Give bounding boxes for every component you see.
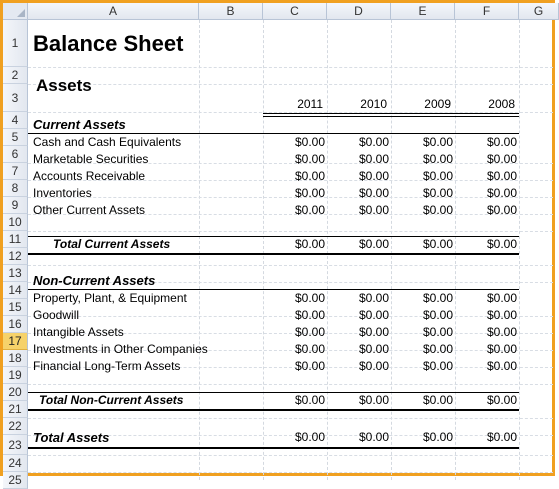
row-header-3[interactable]: 3 (3, 84, 28, 112)
cell-value: $0.00 (422, 135, 453, 149)
row-header-11[interactable]: 11 (3, 231, 28, 248)
row-header-20[interactable]: 20 (3, 384, 28, 401)
cell-value: $0.00 (486, 359, 517, 373)
row-header-13[interactable]: 13 (3, 265, 28, 282)
select-all-triangle-icon (17, 9, 25, 17)
grid-line (28, 265, 553, 266)
total-bottomline (28, 253, 519, 255)
cell-value: $0.00 (294, 342, 325, 356)
cell-value: $0.00 (422, 325, 453, 339)
cell-value: $0.00 (486, 430, 517, 444)
grid-line (199, 20, 200, 480)
noncurrent-assets-heading: Non-Current Assets (33, 273, 156, 288)
cell-value: $0.00 (486, 393, 517, 407)
cell-value: $0.00 (358, 308, 389, 322)
cell-value: $0.00 (294, 186, 325, 200)
cell-value: $0.00 (294, 430, 325, 444)
grid-line (28, 84, 553, 85)
row-label-goodwill: Goodwill (33, 308, 80, 322)
cell-value: $0.00 (422, 393, 453, 407)
cell-value: $0.00 (294, 203, 325, 217)
row-header-7[interactable]: 7 (3, 163, 28, 180)
row-header-4[interactable]: 4 (3, 112, 28, 129)
cell-value: $0.00 (358, 169, 389, 183)
column-header-e[interactable]: E (391, 3, 455, 20)
cell-value: $0.00 (294, 135, 325, 149)
row-label-intangible-assets: Intangible Assets (33, 325, 124, 339)
cell-value: $0.00 (358, 237, 389, 251)
cell-value: $0.00 (294, 169, 325, 183)
year-header-2008: 2008 (488, 97, 515, 111)
column-header-g[interactable]: G (519, 3, 559, 20)
cell-value: $0.00 (486, 291, 517, 305)
sheet-title: Balance Sheet (33, 31, 184, 56)
row-header-9[interactable]: 9 (3, 197, 28, 214)
cell-value: $0.00 (358, 359, 389, 373)
cell-value: $0.00 (358, 325, 389, 339)
row-header-17-selected[interactable]: 17 (3, 333, 28, 350)
row-header-23[interactable]: 23 (3, 435, 28, 455)
cell-value: $0.00 (294, 393, 325, 407)
cell-value: $0.00 (294, 325, 325, 339)
grid-line (28, 418, 553, 419)
cell-value: $0.00 (358, 430, 389, 444)
cell-value: $0.00 (358, 186, 389, 200)
row-header-8[interactable]: 8 (3, 180, 28, 197)
row-header-19[interactable]: 19 (3, 367, 28, 384)
row-header-6[interactable]: 6 (3, 146, 28, 163)
row-label-cash: Cash and Cash Equivalents (33, 135, 182, 149)
cell-value: $0.00 (422, 291, 453, 305)
row-label-investments: Investments in Other Companies (33, 342, 208, 356)
column-header-d[interactable]: D (327, 3, 391, 20)
select-all-corner[interactable] (3, 3, 28, 20)
cell-value: $0.00 (486, 186, 517, 200)
year-underline (263, 113, 519, 114)
cell-value: $0.00 (358, 393, 389, 407)
year-underline (263, 116, 519, 117)
total-noncurrent-assets-label: Total Non-Current Assets (39, 393, 184, 407)
cell-value: $0.00 (294, 291, 325, 305)
row-header-18[interactable]: 18 (3, 350, 28, 367)
cell-value: $0.00 (358, 291, 389, 305)
cell-value: $0.00 (422, 359, 453, 373)
row-header-15[interactable]: 15 (3, 299, 28, 316)
row-label-ppe: Property, Plant, & Equipment (33, 291, 187, 305)
row-header-16[interactable]: 16 (3, 316, 28, 333)
row-header-5[interactable]: 5 (3, 129, 28, 146)
cell-value: $0.00 (294, 359, 325, 373)
grid-line (519, 20, 520, 480)
cell-value: $0.00 (422, 186, 453, 200)
row-header-10[interactable]: 10 (3, 214, 28, 231)
grid-line (28, 472, 553, 473)
row-header-14[interactable]: 14 (3, 282, 28, 299)
cell-value: $0.00 (486, 203, 517, 217)
column-header-f[interactable]: F (455, 3, 519, 20)
cell-value: $0.00 (422, 308, 453, 322)
cell-value: $0.00 (486, 152, 517, 166)
cell-value: $0.00 (486, 135, 517, 149)
row-label-marketable-securities: Marketable Securities (33, 152, 149, 166)
year-header-2011: 2011 (297, 97, 323, 111)
cell-value: $0.00 (486, 342, 517, 356)
year-header-2009: 2009 (424, 97, 451, 111)
cell-value: $0.00 (358, 135, 389, 149)
column-header-c[interactable]: C (263, 3, 327, 20)
row-header-2[interactable]: 2 (3, 67, 28, 84)
row-header-12[interactable]: 12 (3, 248, 28, 265)
grid-line (28, 231, 553, 232)
cell-value: $0.00 (422, 169, 453, 183)
grid-line (28, 67, 553, 68)
assets-heading: Assets (36, 76, 92, 95)
total-current-assets-label: Total Current Assets (53, 237, 171, 251)
column-header-b[interactable]: B (199, 3, 263, 20)
total-assets-underline (28, 447, 519, 449)
cell-value: $0.00 (486, 237, 517, 251)
row-label-inventories: Inventories (33, 186, 92, 200)
cell-value: $0.00 (486, 325, 517, 339)
row-header-1[interactable]: 1 (3, 20, 28, 67)
cell-value: $0.00 (294, 308, 325, 322)
row-label-other-current-assets: Other Current Assets (33, 203, 146, 217)
cell-value: $0.00 (486, 169, 517, 183)
cell-value: $0.00 (422, 237, 453, 251)
grid-line (28, 455, 553, 456)
total-bottomline (28, 409, 519, 411)
current-assets-heading: Current Assets (33, 117, 126, 132)
row-header-25[interactable]: 25 (3, 472, 28, 489)
row-header-22[interactable]: 22 (3, 418, 28, 435)
row-label-financial-long-term: Financial Long-Term Assets (33, 359, 181, 373)
cell-value: $0.00 (422, 342, 453, 356)
cell-value: $0.00 (294, 152, 325, 166)
cell-value: $0.00 (422, 152, 453, 166)
row-header-21[interactable]: 21 (3, 401, 28, 418)
row-label-accounts-receivable: Accounts Receivable (33, 169, 146, 183)
grid-line (28, 384, 553, 385)
year-header-2010: 2010 (360, 97, 387, 111)
cell-value: $0.00 (358, 342, 389, 356)
cell-value: $0.00 (358, 152, 389, 166)
cell-value: $0.00 (358, 203, 389, 217)
cell-value: $0.00 (422, 203, 453, 217)
cell-value: $0.00 (422, 430, 453, 444)
cell-value: $0.00 (294, 237, 325, 251)
cell-value: $0.00 (486, 308, 517, 322)
total-assets-label: Total Assets (33, 430, 110, 445)
row-header-24[interactable]: 24 (3, 455, 28, 472)
column-header-a[interactable]: A (28, 3, 199, 20)
